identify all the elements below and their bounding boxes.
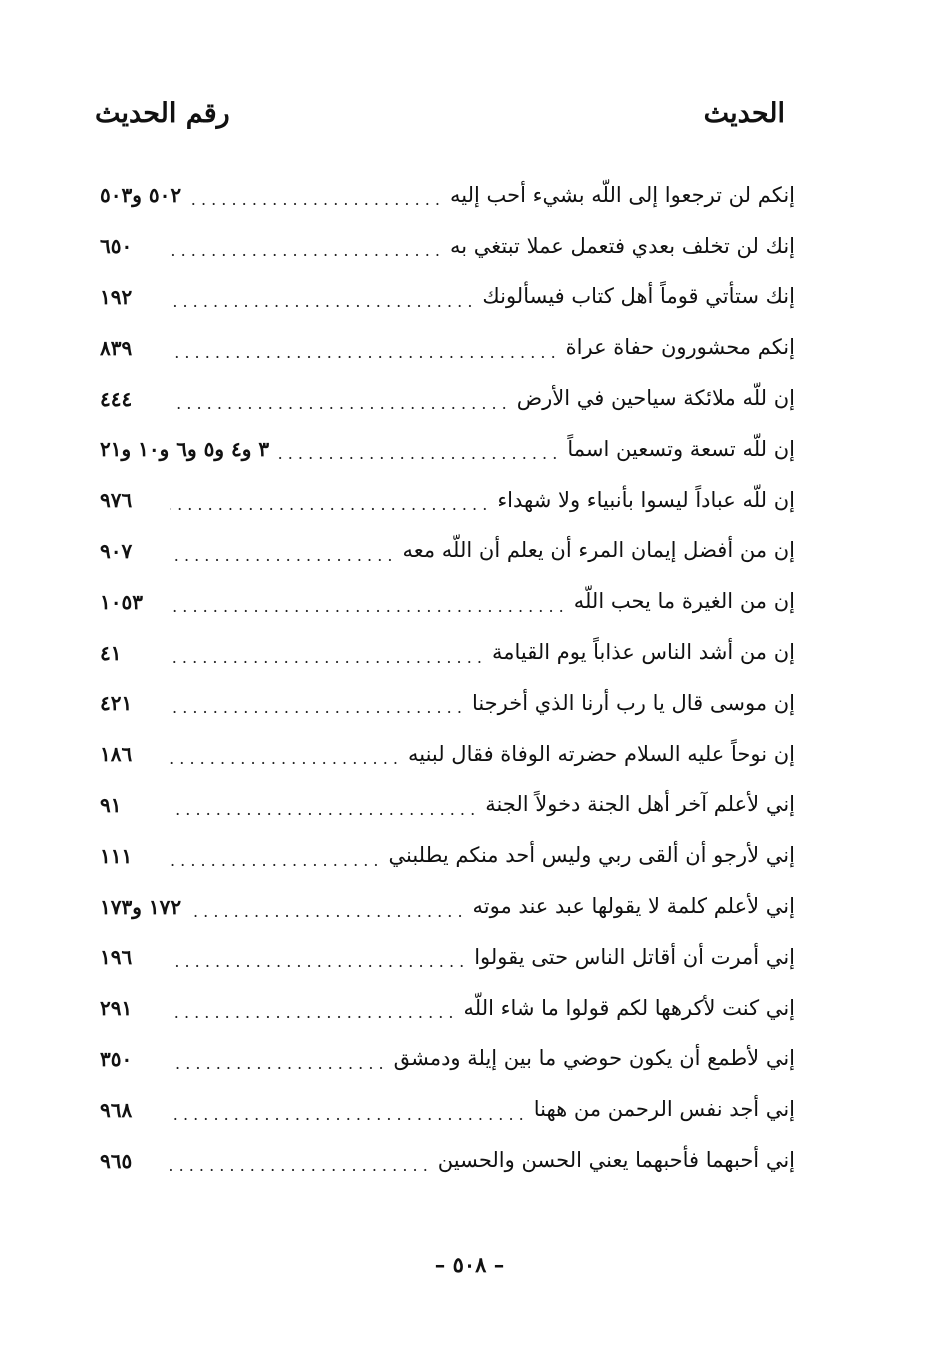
hadith-number: ١٠٥٣ bbox=[100, 589, 143, 614]
dot-leader bbox=[170, 751, 398, 767]
hadith-index-list bbox=[100, 170, 795, 1186]
index-entry bbox=[100, 424, 795, 475]
hadith-text: إن نوحاً عليه السلام حضرته الوفاة فقال لبنيه bbox=[407, 741, 795, 766]
dot-leader bbox=[170, 1056, 384, 1072]
hadith-number: ٤٢١ bbox=[100, 691, 133, 716]
hadith-text: إن للّه عباداً ليسوا بأنبياء ولا شهداء bbox=[497, 487, 795, 512]
index-entry bbox=[100, 221, 795, 272]
hadith-number: ٣ و٤ و٥ و٦ و١٠ و٢١ bbox=[100, 437, 270, 462]
index-entry bbox=[100, 1135, 795, 1186]
dot-leader bbox=[170, 243, 440, 259]
hadith-number: ٩٧٦ bbox=[100, 488, 133, 513]
hadith-number: ٩١ bbox=[100, 792, 122, 817]
dot-leader bbox=[170, 853, 379, 869]
dot-leader bbox=[170, 1005, 454, 1021]
index-entry bbox=[100, 881, 795, 932]
dot-leader bbox=[170, 1107, 524, 1123]
hadith-number: ١١١ bbox=[100, 843, 133, 868]
index-entry bbox=[100, 627, 795, 678]
index-entry bbox=[100, 1034, 795, 1085]
index-entry bbox=[100, 170, 795, 221]
hadith-text: إن من أشد الناس عذاباً يوم القيامة bbox=[491, 640, 795, 665]
hadith-number: ٩٦٥ bbox=[100, 1148, 133, 1173]
index-entry bbox=[100, 272, 795, 323]
hadith-text: إن موسى قال يا رب أرنا الذي أخرجنا bbox=[471, 690, 795, 715]
hadith-number-column-title: رقم الحديث bbox=[95, 97, 230, 129]
dot-leader bbox=[170, 599, 564, 615]
dot-leader bbox=[170, 1158, 428, 1174]
index-entry bbox=[100, 526, 795, 577]
hadith-column-title: الحديث bbox=[703, 97, 785, 129]
hadith-text: إن للّه ملائكة سياحين في الأرض bbox=[516, 386, 795, 411]
hadith-number: ٣٥٠ bbox=[100, 1046, 133, 1071]
hadith-number: ٥٠٢ و٥٠٣ bbox=[100, 183, 182, 208]
index-entry bbox=[100, 576, 795, 627]
index-entry bbox=[100, 830, 795, 881]
dot-leader bbox=[170, 954, 464, 970]
index-entry bbox=[100, 729, 795, 780]
hadith-number: ٢٩١ bbox=[100, 996, 133, 1021]
dot-leader bbox=[170, 345, 556, 361]
column-header bbox=[95, 88, 785, 138]
hadith-number: ١٩٦ bbox=[100, 945, 133, 970]
hadith-number: ١٩٢ bbox=[100, 284, 133, 309]
index-entry bbox=[100, 1084, 795, 1135]
dot-leader bbox=[170, 294, 472, 310]
hadith-text: إن للّه تسعة وتسعين اسماً bbox=[567, 436, 795, 461]
hadith-text: إني كنت لأكرهها لكم قولوا ما شاء اللّه bbox=[463, 995, 795, 1020]
dot-leader bbox=[170, 650, 482, 666]
hadith-number: ٨٣٩ bbox=[100, 335, 133, 360]
dot-leader bbox=[170, 802, 475, 818]
hadith-number: ٩٦٨ bbox=[100, 1097, 133, 1122]
index-entry bbox=[100, 373, 795, 424]
hadith-text: إن من الغيرة ما يحب اللّه bbox=[573, 589, 795, 614]
index-entry bbox=[100, 983, 795, 1034]
hadith-text: إني أمرت أن أقاتل الناس حتى يقولوا bbox=[474, 944, 795, 969]
hadith-text: إنكم محشورون حفاة عراة bbox=[565, 335, 795, 360]
hadith-text: إنك لن تخلف بعدي فتعمل عملا تبتغي به bbox=[449, 233, 795, 258]
dot-leader bbox=[279, 446, 557, 462]
dot-leader bbox=[170, 396, 507, 412]
dot-leader bbox=[170, 497, 487, 513]
dot-leader bbox=[191, 904, 462, 920]
index-entry bbox=[100, 322, 795, 373]
hadith-text: إني لأرجو أن ألقى ربي وليس أحد منكم يطلبني bbox=[388, 843, 795, 868]
index-entry bbox=[100, 780, 795, 831]
dot-leader bbox=[191, 192, 440, 208]
hadith-text: إنكم لن ترجعوا إلى اللّه بشيء أحب إليه bbox=[450, 182, 795, 207]
hadith-text: إني لأعلم كلمة لا يقولها عبد عند موته bbox=[472, 894, 795, 919]
hadith-text: إني لأطمع أن يكون حوضي ما بين إيلة ودمشق bbox=[393, 1046, 795, 1071]
dot-leader bbox=[170, 700, 462, 716]
hadith-number: ١٧٢ و١٧٣ bbox=[100, 894, 182, 919]
hadith-number: ١٨٦ bbox=[100, 742, 133, 767]
index-entry bbox=[100, 678, 795, 729]
hadith-number: ٤٤٤ bbox=[100, 386, 133, 411]
hadith-text: إنك ستأتي قوماً أهل كتاب فيسألونك bbox=[482, 284, 795, 309]
hadith-text: إن من أفضل إيمان المرء أن يعلم أن اللّه معه bbox=[402, 538, 795, 563]
hadith-text: إني أجد نفس الرحمن من ههنا bbox=[533, 1097, 795, 1122]
index-entry bbox=[100, 475, 795, 526]
hadith-number: ٤١ bbox=[100, 640, 122, 665]
hadith-text: إني أحبهما فأحبهما يعني الحسن والحسين bbox=[437, 1148, 795, 1173]
index-entry bbox=[100, 932, 795, 983]
page-number: – ٥٠٨ – bbox=[434, 1252, 505, 1277]
hadith-text: إني لأعلم آخر أهل الجنة دخولاً الجنة bbox=[485, 792, 795, 817]
hadith-number: ٦٥٠ bbox=[100, 234, 133, 259]
hadith-number: ٩٠٧ bbox=[100, 538, 133, 563]
dot-leader bbox=[170, 548, 392, 564]
